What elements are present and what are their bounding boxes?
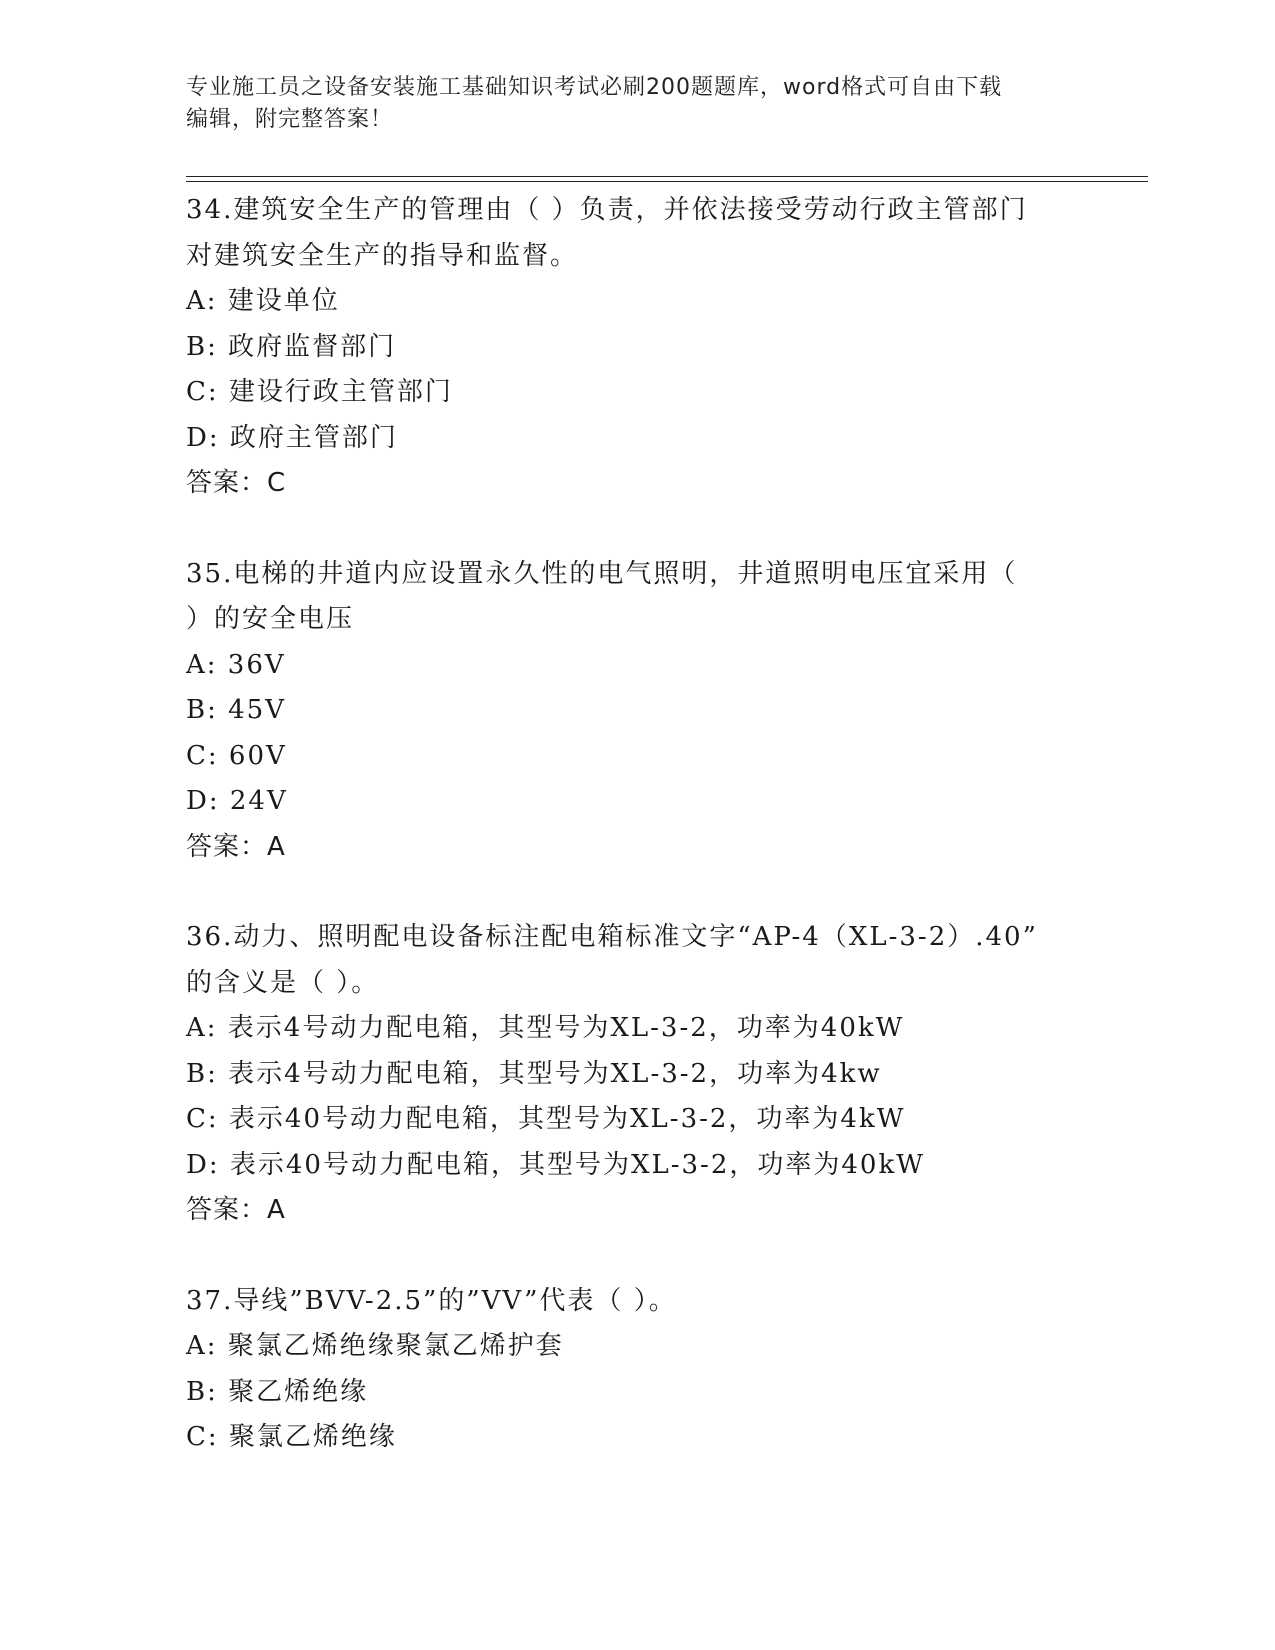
question-stem-line: 的含义是（ ）。	[186, 967, 380, 998]
option-b: B: 表示4号动力配电箱，其型号为XL-3-2，功率为4kw	[186, 1058, 882, 1089]
question-34	[186, 188, 1076, 507]
option-c: C: 60V	[186, 740, 287, 771]
question-36	[186, 915, 1076, 1234]
option-b: B: 45V	[186, 695, 286, 725]
question-stem-line: ）的安全电压	[186, 604, 355, 634]
answer: 答案：C	[186, 468, 287, 498]
question-stem-line: 34.建筑安全生产的管理由（ ）负责，并依法接受劳动行政主管部门	[186, 195, 1028, 225]
option-a: A: 建设单位	[186, 286, 340, 316]
header-line-1: 专业施工员之设备安装施工基础知识考试必刷200题题库，word格式可自由下载	[186, 75, 1003, 100]
option-d: D: 政府主管部门	[186, 422, 398, 453]
header-line-2: 编辑，附完整答案！	[186, 107, 394, 132]
option-b: B: 政府监督部门	[186, 331, 397, 362]
answer: 答案：A	[186, 1195, 286, 1225]
question-37	[186, 1279, 1076, 1461]
option-a: A: 36V	[186, 649, 286, 680]
option-d: D: 24V	[186, 786, 288, 816]
option-b: B: 聚乙烯绝缘	[186, 1376, 369, 1407]
option-c: C: 聚氯乙烯绝缘	[186, 1422, 397, 1452]
option-c: C: 表示40号动力配电箱，其型号为XL-3-2，功率为4kW	[186, 1104, 906, 1134]
header-divider-bottom	[186, 181, 1148, 182]
page-header	[186, 72, 1066, 136]
option-c: C: 建设行政主管部门	[186, 377, 453, 407]
question-list	[186, 188, 1076, 1506]
option-d: D: 表示40号动力配电箱，其型号为XL-3-2，功率为40kW	[186, 1149, 925, 1180]
question-stem-line: 35.电梯的井道内应设置永久性的电气照明，井道照明电压宜采用（	[186, 558, 1018, 589]
question-stem-line: 37.导线”BVV-2.5”的”VV”代表（ ）。	[186, 1285, 677, 1316]
question-35	[186, 552, 1076, 871]
option-a: A: 聚氯乙烯绝缘聚氯乙烯护套	[186, 1331, 564, 1361]
question-stem-line: 36.动力、照明配电设备标注配电箱标准文字“AP-4（XL-3-2）.40”	[186, 922, 1038, 952]
answer: 答案：A	[186, 831, 286, 862]
header-divider-top	[186, 176, 1148, 177]
question-stem-line: 对建筑安全生产的指导和监督。	[186, 240, 579, 271]
option-a: A: 表示4号动力配电箱，其型号为XL-3-2，功率为40kW	[186, 1013, 905, 1043]
